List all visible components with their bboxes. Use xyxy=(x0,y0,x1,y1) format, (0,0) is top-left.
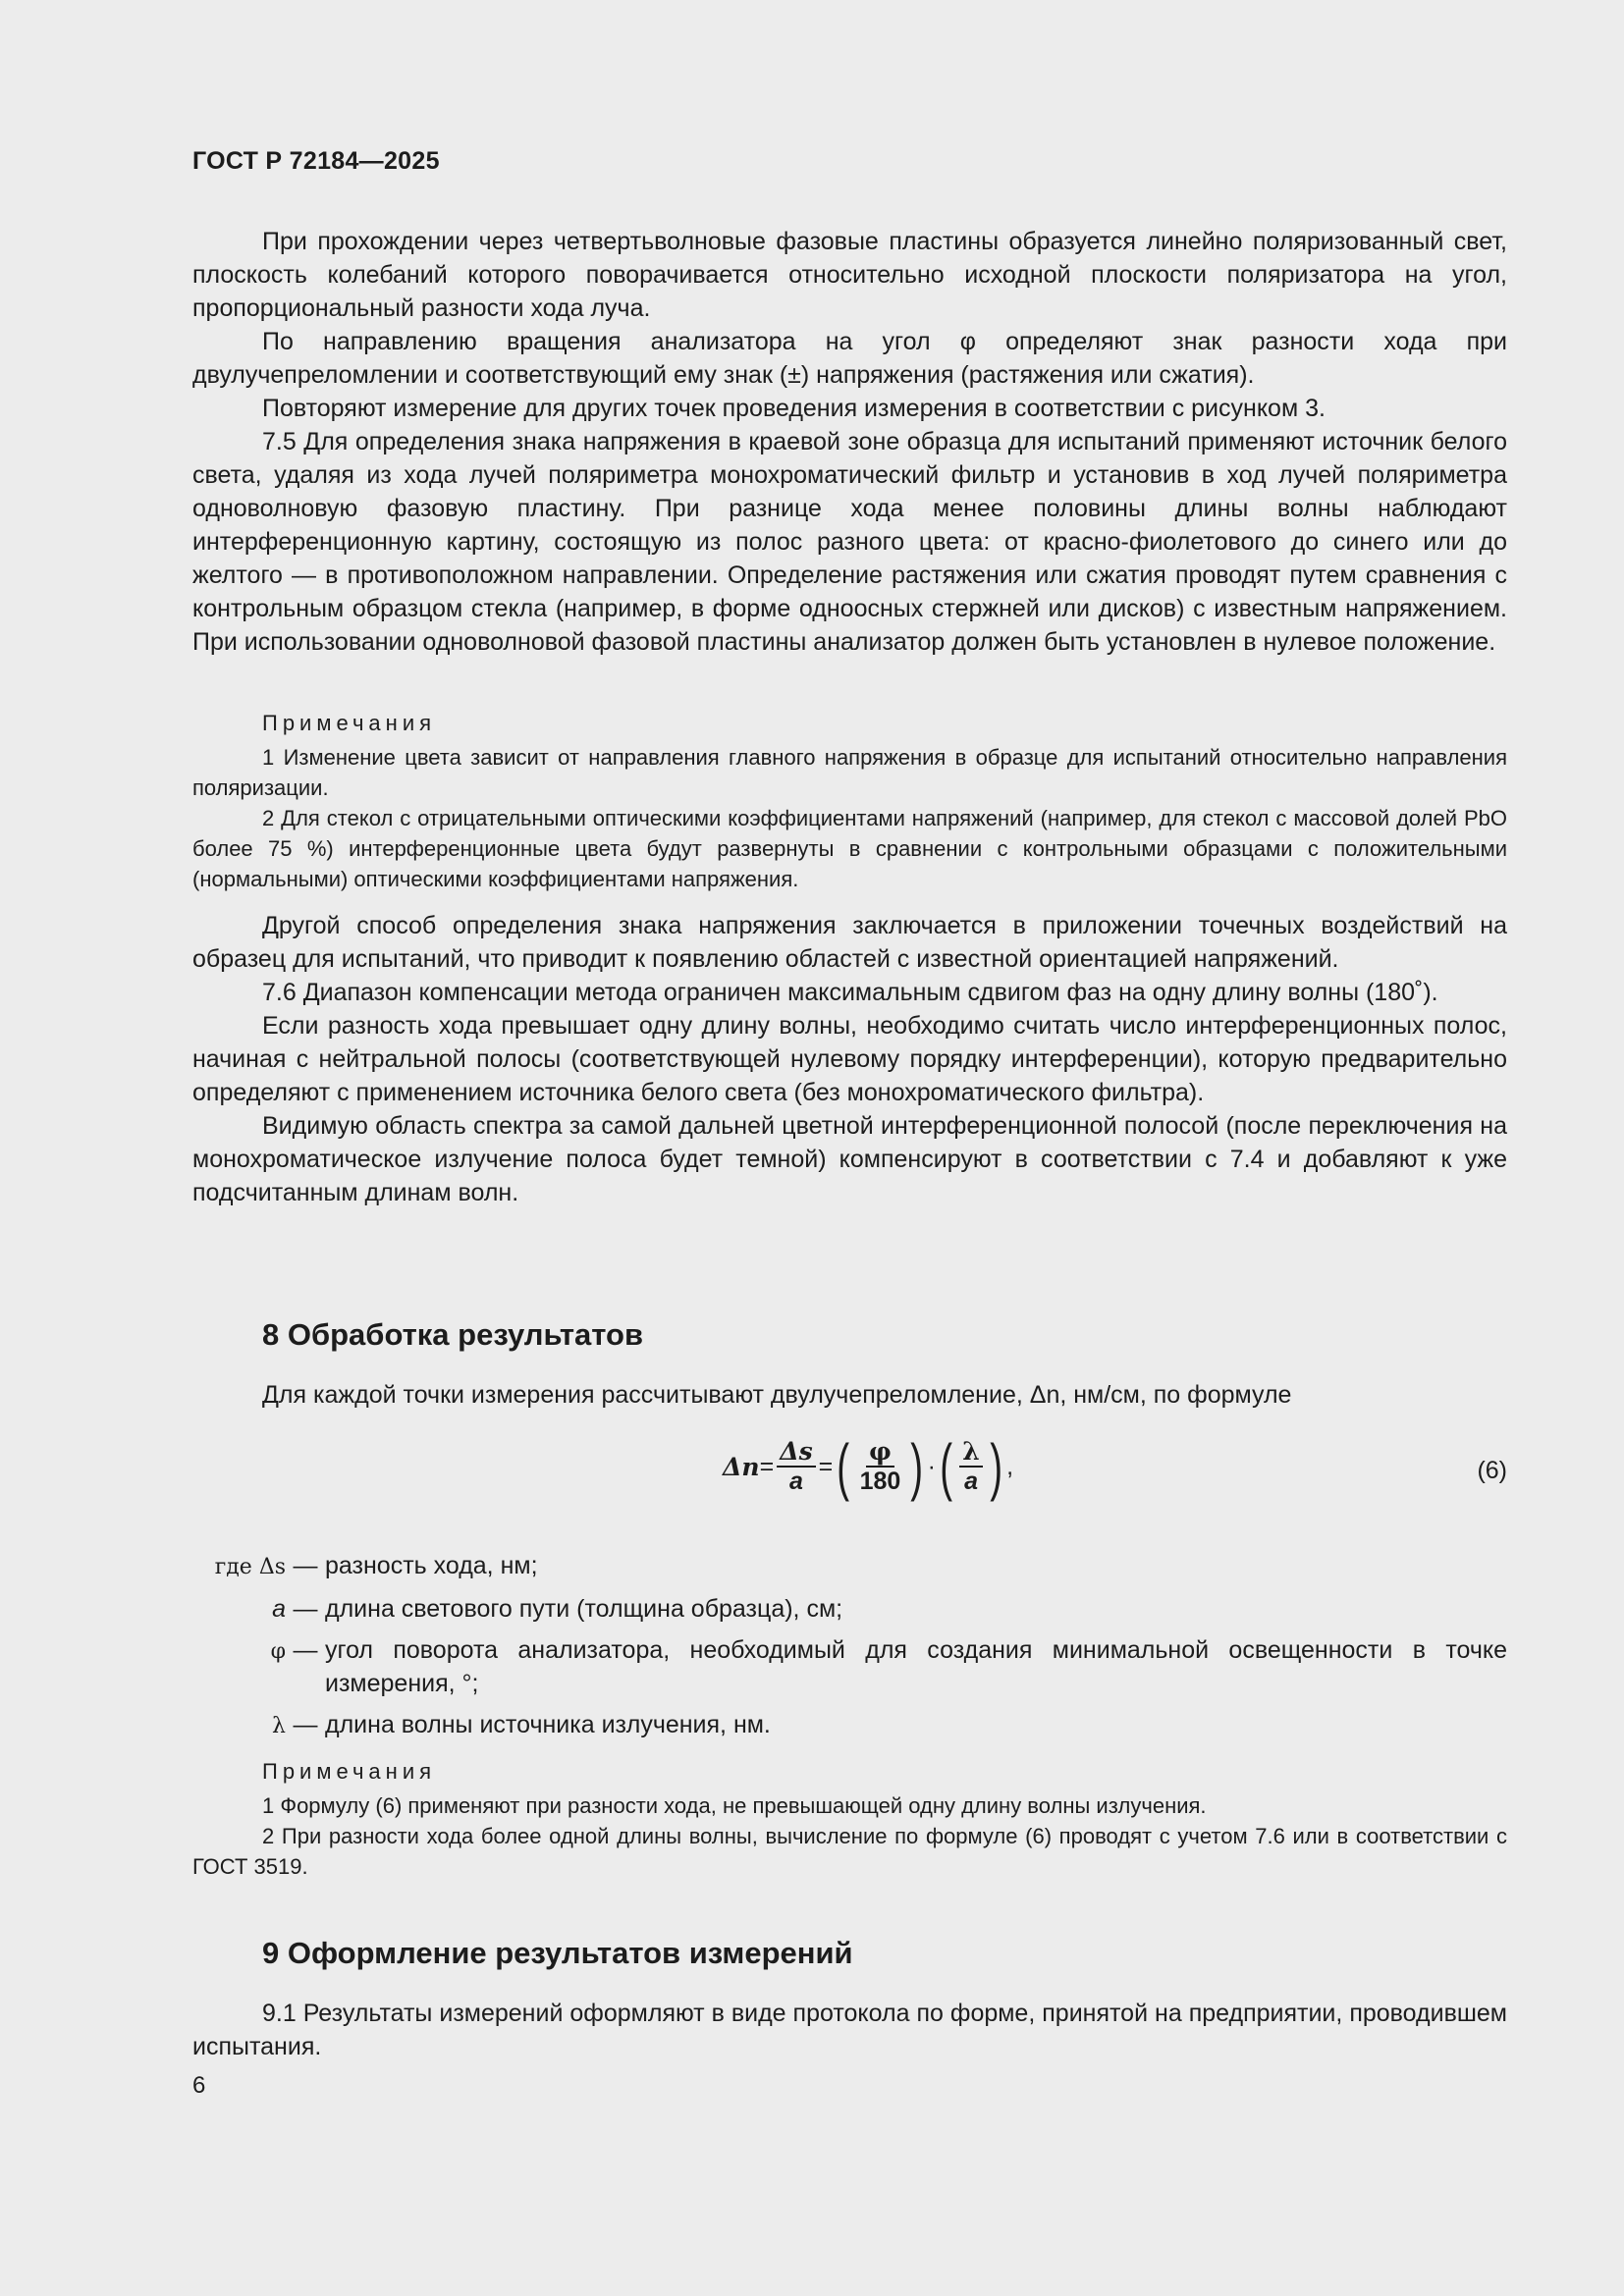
document-header: ГОСТ Р 72184—2025 xyxy=(192,147,440,175)
formula-6 xyxy=(723,1431,1014,1502)
legend-dash: — xyxy=(293,1636,318,1664)
right-paren: ) xyxy=(910,1431,924,1502)
fraction-denominator: a xyxy=(964,1468,978,1495)
legend-row xyxy=(192,1708,1507,1743)
fraction-denominator: 180 xyxy=(859,1468,901,1495)
legend-symbol: где Δs xyxy=(214,1555,286,1579)
note-item: 2 При разности хода более одной длины волны, вычисление по формуле (6) проводят с учетом 7.6 или в соответствии с ГОСТ 3519. xyxy=(192,1824,1507,1879)
fraction-numerator: Δs xyxy=(777,1438,815,1468)
notes-title: Примечания xyxy=(262,1759,437,1784)
fraction-numerator: φ xyxy=(866,1438,894,1468)
legend-symbol: λ xyxy=(272,1714,286,1738)
legend-text: угол поворота анализатора, необходимый для создания минимальной освещенности в точке измерения, °; xyxy=(325,1636,1507,1697)
legend-symbol: φ xyxy=(270,1639,286,1664)
section7-continued xyxy=(192,909,1507,1209)
legend-row xyxy=(192,1549,1507,1584)
paragraph: Другой способ определения знака напряжения заключается в приложении точечных воздействий на образец для испытаний, что приводит к появлению областей с известной ориентацией напряжений. xyxy=(192,912,1507,973)
paragraph-7-5: 7.5 Для определения знака напряжения в краевой зоне образца для испытаний применяют источник белого света, удаляя из хода лучей поляриметра монохроматический фильтр и установив в ход лучей поляриметра одноволновую фазовую пластину. При разнице хода менее половины длины волны наблюдают интерференционную картину, состоящую из полос разного цвета: от красно-фиолетового до синего или до желтого — в противоположном направлении. Определение растяжения или сжатия проводят путем сравнения с контрольным образцом стекла (например, в форме одноосных стержней или дисков) с известным напряжением. При использовании одноволновой фазовой пластины анализатор должен быть установлен в нулевое положение. xyxy=(192,428,1507,656)
fraction-lambda-a xyxy=(959,1438,983,1495)
paragraph: Повторяют измерение для других точек проведения измерения в соответствии с рисунком 3. xyxy=(262,395,1326,422)
legend-dash: — xyxy=(293,1711,318,1738)
section7-text xyxy=(192,225,1507,659)
fraction-ds-a xyxy=(777,1438,815,1495)
fraction-numerator: λ xyxy=(959,1438,983,1468)
legend-text: разность хода, нм; xyxy=(325,1552,538,1579)
section8-heading: 8 Обработка результатов xyxy=(262,1317,644,1352)
legend-row xyxy=(192,1633,1507,1700)
note-item: 1 Изменение цвета зависит от направления главного напряжения в образце для испытаний относительно направления поляризации. xyxy=(192,745,1507,800)
legend-text: длина волны источника излучения, нм. xyxy=(325,1711,771,1738)
legend-symbol: a xyxy=(272,1595,286,1623)
left-paren: ( xyxy=(940,1431,953,1502)
section9-text xyxy=(192,1997,1507,2063)
section8-intro xyxy=(192,1378,1507,1412)
formula-lhs: Δn xyxy=(723,1452,760,1481)
formula-dot: · xyxy=(927,1452,936,1480)
legend-text: длина светового пути (толщина образца), см; xyxy=(325,1595,843,1623)
paragraph: Для каждой точки измерения рассчитывают двулучепреломление, Δn, нм/см, по формуле xyxy=(262,1381,1292,1409)
fraction-phi-180 xyxy=(857,1438,904,1495)
paragraph: При прохождении через четвертьволновые фазовые пластины образуется линейно поляризованный свет, плоскость колебаний которого поворачивается относительно исходной плоскости поляризатора на угол, пропорциональный разности хода луча. xyxy=(192,228,1507,322)
page-number: 6 xyxy=(192,2072,206,2099)
notes-title: Примечания xyxy=(262,711,437,735)
formula-equals: = xyxy=(818,1452,834,1480)
legend-dash: — xyxy=(293,1595,318,1623)
fraction-denominator: a xyxy=(788,1468,803,1495)
paragraph: Видимую область спектра за самой дальней цветной интерференционной полосой (после переключения на монохроматическое излучение полоса будет темной) компенсируют в соответствии с 7.4 и добавляют к уже подсчитанным длинам волн. xyxy=(192,1112,1507,1206)
notes-block xyxy=(192,709,1507,894)
notes-block xyxy=(192,1757,1507,1882)
formula-legend xyxy=(192,1549,1507,1751)
paragraph: Если разность хода превышает одну длину волны, необходимо считать число интерференционных полос, начиная с нейтральной полосы (соответствующей нулевому порядку интерференции), которую предварительно определяют с применением источника белого света (без монохроматического фильтра). xyxy=(192,1012,1507,1106)
right-paren: ) xyxy=(990,1431,1002,1502)
section9-heading: 9 Оформление результатов измерений xyxy=(262,1936,853,1970)
formula-equals: = xyxy=(759,1452,775,1480)
formula-tail: , xyxy=(1006,1452,1014,1480)
paragraph: По направлению вращения анализатора на угол φ определяют знак разности хода при двулучепреломлении и соответствующий ему знак (±) напряжения (растяжения или сжатия). xyxy=(192,328,1507,389)
paragraph-9-1: 9.1 Результаты измерений оформляют в виде протокола по форме, принятой на предприятии, проводившем испытания. xyxy=(192,2000,1507,2060)
equation-number: (6) xyxy=(1477,1457,1507,1484)
legend-row xyxy=(192,1592,1507,1626)
legend-dash: — xyxy=(293,1552,318,1579)
note-item: 1 Формулу (6) применяют при разности хода, не превышающей одну длину волны излучения. xyxy=(262,1793,1207,1818)
note-item: 2 Для стекол с отрицательными оптическими коэффициентами напряжений (например, для стекол с массовой долей PbO более 75 %) интерференционные цвета будут развернуты в сравнении с контрольными образцами с положительными (нормальными) оптическими коэффициентами напряжения. xyxy=(192,806,1507,891)
left-paren: ( xyxy=(837,1431,850,1502)
paragraph-7-6: 7.6 Диапазон компенсации метода ограничен максимальным сдвигом фаз на одну длину волны (180˚). xyxy=(262,979,1438,1006)
